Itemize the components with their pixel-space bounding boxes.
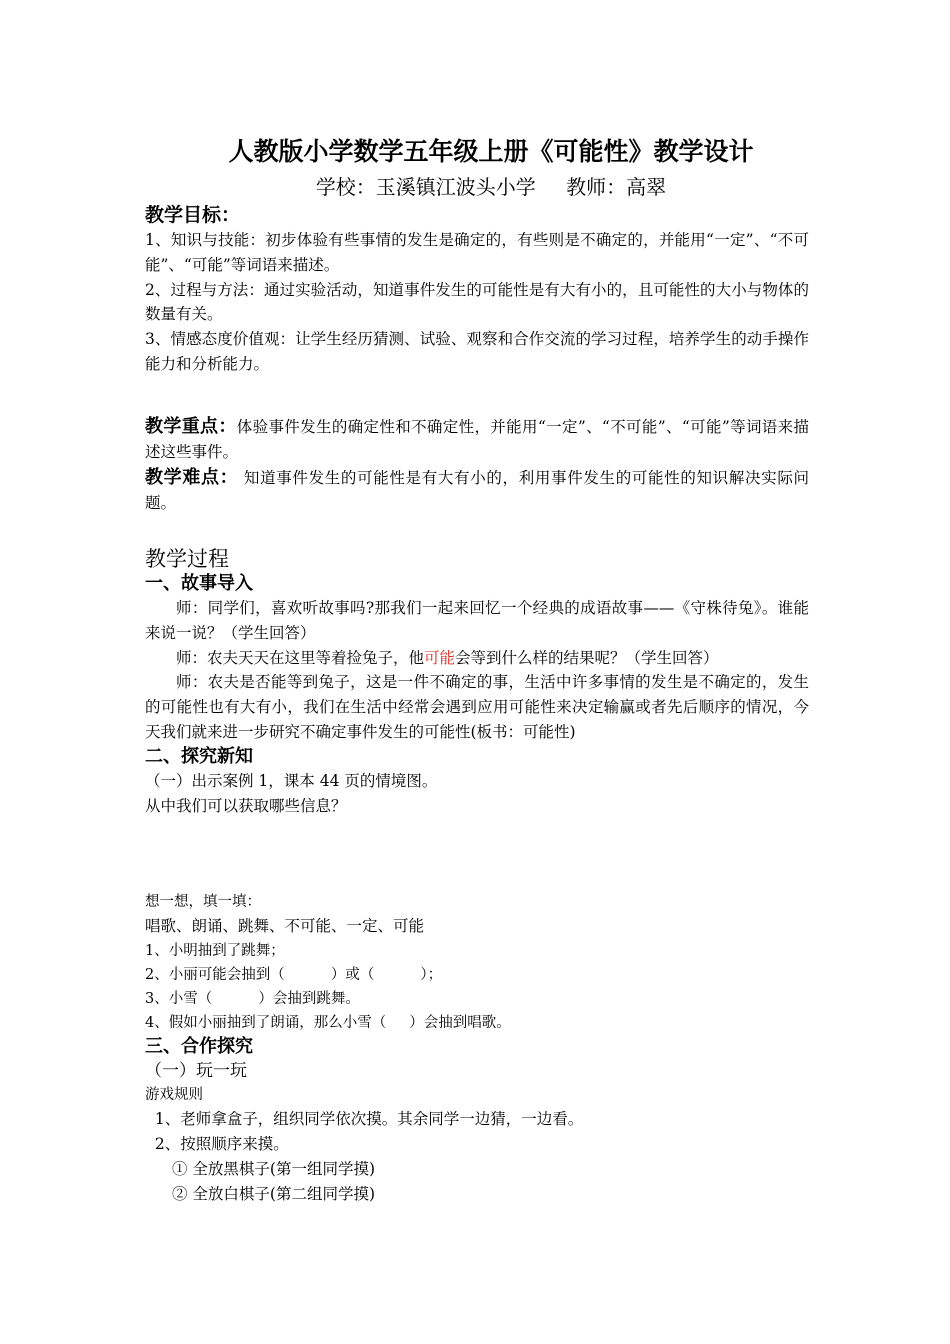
- rule-item: 2、按照顺序来摸。: [145, 1134, 289, 1153]
- highlight-word: 可能: [424, 648, 456, 667]
- subsection-heading: （一）玩一玩: [145, 1061, 247, 1082]
- section-2-heading: 二、探究新知: [145, 745, 253, 767]
- word-bank: 唱歌、朗诵、跳舞、不可能、一定、可能: [145, 917, 425, 936]
- process-heading: 教学过程: [145, 546, 229, 571]
- difficulty-label: 教学难点：: [145, 467, 239, 489]
- difficulty: [145, 466, 809, 516]
- objective-item: 1、知识与技能：初步体验有些事情的发生是确定的，有些则是不确定的，并能用“一定”、“不可能”、“可能”等词语来描述。: [145, 231, 809, 274]
- story-paragraph: 师：农夫是否能等到兔子，这是一件不确定的事，生活中许多事情的发生是不确定的，发生的可能性也有大有小，我们在生活中经常会遇到应用可能性来决定输赢或者先后顺序的情况，今天我们就来进一步研究不确定事件发生的可能性(板书：可能性): [145, 673, 809, 741]
- school-name: 学校：玉溪镇江波头小学: [315, 175, 536, 199]
- rule-subitem: ② 全放白棋子(第二组同学摸): [172, 1184, 376, 1203]
- exercise-intro: 想一想，填一填：: [145, 894, 261, 911]
- case-line: （一）出示案例 1，课本 44 页的情境图。: [145, 771, 438, 790]
- exercise-question: 3、小雪（ ）会抽到跳舞。: [145, 991, 360, 1008]
- teacher-name: 教师：高翠: [566, 175, 667, 199]
- section-3-heading: 三、合作探究: [145, 1036, 253, 1058]
- story-paragraph: 师：同学们，喜欢听故事吗?那我们一起来回忆一个经典的成语故事——《守株待兔》。谁能来说一说？（学生回答）: [145, 598, 809, 642]
- rule-item: 1、老师拿盒子，组织同学依次摸。其余同学一边猜，一边看。: [145, 1110, 584, 1129]
- key-point-label: 教学重点：: [145, 415, 237, 437]
- image-placeholder: [145, 818, 809, 890]
- story-paragraph: 师：农夫天天在这里等着捡兔子，他可能会等到什么样的结果呢？（学生回答）: [176, 648, 719, 667]
- exercise-question: 2、小丽可能会抽到（ ）或（ ）；: [145, 967, 443, 984]
- exercise-question: 4、假如小丽抽到了朗诵，那么小雪（ ）会抽到唱歌。: [145, 1015, 511, 1032]
- document-title: 人教版小学数学五年级上册《可能性》教学设计: [228, 137, 754, 166]
- document-page: [145, 132, 809, 1206]
- key-point-text: 体验事件发生的确定性和不确定性，并能用“一定”、“不可能”、“可能”等词语来描述这些事件。: [145, 417, 809, 461]
- author-line: [159, 172, 823, 202]
- section-1-heading: 一、故事导入: [145, 572, 253, 594]
- exercise-question: 1、小明抽到了跳舞；: [145, 943, 285, 960]
- key-point: [145, 415, 809, 465]
- difficulty-text: 知道事件发生的可能性是有大有小的，利用事件发生的可能性的知识解决实际问题。: [145, 469, 809, 513]
- objective-item: 3、情感态度价值观：让学生经历猜测、试验、观察和合作交流的学习过程，培养学生的动手操作能力和分析能力。: [145, 330, 809, 373]
- rule-subitem: ① 全放黑棋子(第一组同学摸): [172, 1159, 376, 1178]
- objectives-heading: 教学目标：: [145, 204, 241, 226]
- case-line: 从中我们可以获取哪些信息？: [145, 796, 347, 815]
- objective-item: 2、过程与方法：通过实验活动，知道事件发生的可能性是有大有小的，且可能性的大小与物体的数量有关。: [145, 280, 809, 324]
- rules-heading: 游戏规则: [145, 1087, 203, 1104]
